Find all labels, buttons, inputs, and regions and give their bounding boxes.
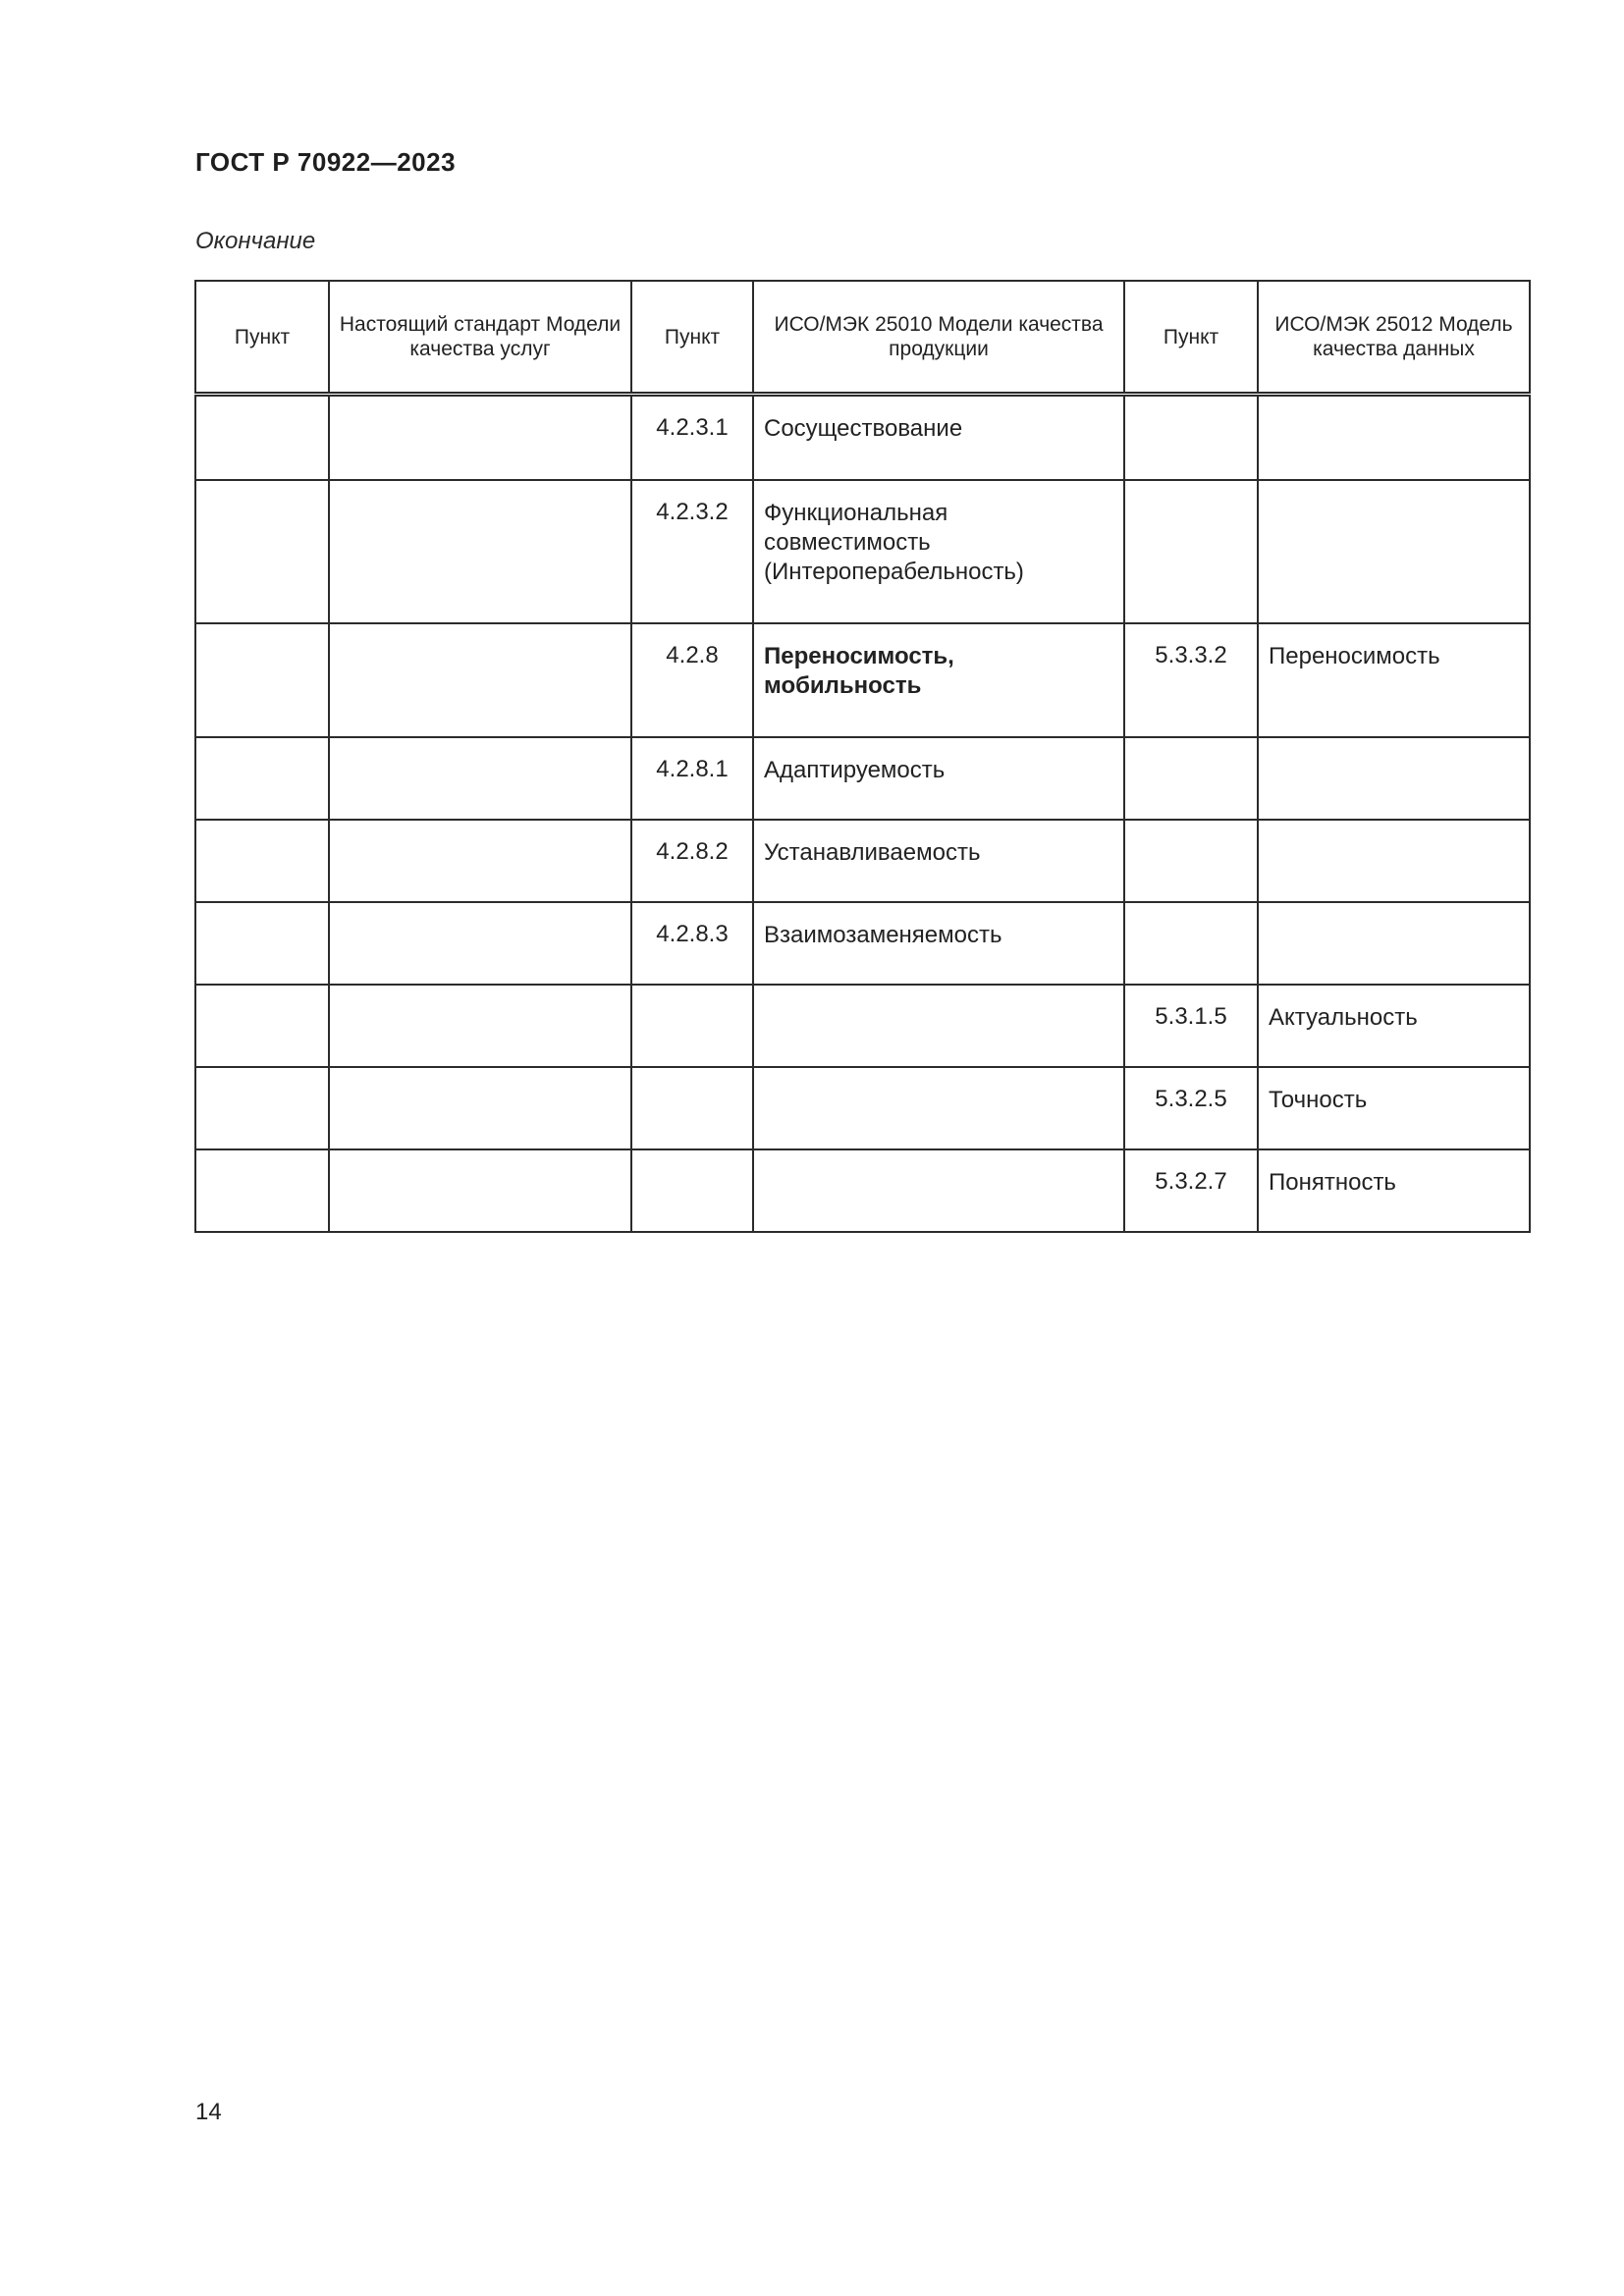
cell-clause xyxy=(195,985,329,1067)
column-header-clause-2: Пункт xyxy=(631,281,753,395)
cell-service-characteristic xyxy=(329,737,631,820)
cell-clause xyxy=(195,623,329,737)
table-row xyxy=(195,902,1530,985)
cell-iso-25012-characteristic: Переносимость xyxy=(1258,623,1530,737)
cell-iso-25010-clause: 4.2.8 xyxy=(631,623,753,737)
cell-iso-25010-clause xyxy=(631,985,753,1067)
cell-iso-25012-characteristic: Актуальность xyxy=(1258,985,1530,1067)
cell-iso-25010-characteristic: Адаптируемость xyxy=(753,737,1124,820)
cell-iso-25010-clause: 4.2.8.1 xyxy=(631,737,753,820)
cell-iso-25010-characteristic xyxy=(753,985,1124,1067)
cell-iso-25012-characteristic xyxy=(1258,902,1530,985)
column-header-clause-3: Пункт xyxy=(1124,281,1258,395)
cell-clause xyxy=(195,1149,329,1232)
cell-iso-25010-characteristic xyxy=(753,1149,1124,1232)
table-continuation-caption: Окончание xyxy=(195,228,316,254)
cell-iso-25010-clause: 4.2.8.2 xyxy=(631,820,753,902)
cell-iso-25012-characteristic xyxy=(1258,395,1530,481)
cell-iso-25012-clause: 5.3.1.5 xyxy=(1124,985,1258,1067)
cell-iso-25012-characteristic: Понятность xyxy=(1258,1149,1530,1232)
cell-iso-25010-clause: 4.2.8.3 xyxy=(631,902,753,985)
cell-service-characteristic xyxy=(329,480,631,623)
cell-iso-25012-clause xyxy=(1124,480,1258,623)
cell-iso-25012-characteristic: Точность xyxy=(1258,1067,1530,1149)
cell-iso-25010-characteristic xyxy=(753,1067,1124,1149)
cell-service-characteristic xyxy=(329,985,631,1067)
cell-clause xyxy=(195,820,329,902)
cell-iso-25012-characteristic xyxy=(1258,737,1530,820)
cell-iso-25010-clause xyxy=(631,1149,753,1232)
table-row xyxy=(195,985,1530,1067)
cell-iso-25012-clause xyxy=(1124,737,1258,820)
cell-iso-25012-characteristic xyxy=(1258,480,1530,623)
cell-service-characteristic xyxy=(329,1149,631,1232)
correspondence-table-container xyxy=(194,280,1529,1233)
cell-iso-25010-characteristic: Устанавливаемость xyxy=(753,820,1124,902)
column-header-clause-1: Пункт xyxy=(195,281,329,395)
cell-iso-25010-clause: 4.2.3.1 xyxy=(631,395,753,481)
table-header-row xyxy=(195,281,1530,395)
cell-clause xyxy=(195,395,329,481)
cell-iso-25010-characteristic: Сосуществование xyxy=(753,395,1124,481)
page-number: 14 xyxy=(195,2099,222,2125)
cell-service-characteristic xyxy=(329,395,631,481)
cell-iso-25012-clause xyxy=(1124,820,1258,902)
cell-iso-25010-clause: 4.2.3.2 xyxy=(631,480,753,623)
cell-iso-25010-characteristic: Переносимость, мобильность xyxy=(753,623,1124,737)
cell-service-characteristic xyxy=(329,820,631,902)
table-row xyxy=(195,737,1530,820)
table-row xyxy=(195,1149,1530,1232)
table-row xyxy=(195,623,1530,737)
cell-clause xyxy=(195,1067,329,1149)
cell-iso-25012-characteristic xyxy=(1258,820,1530,902)
cell-iso-25012-clause: 5.3.3.2 xyxy=(1124,623,1258,737)
cell-iso-25010-characteristic: Функциональная совместимость (Интероперабельность) xyxy=(753,480,1124,623)
cell-service-characteristic xyxy=(329,1067,631,1149)
cell-iso-25010-characteristic: Взаимозаменяемость xyxy=(753,902,1124,985)
cell-iso-25012-clause xyxy=(1124,902,1258,985)
table-row xyxy=(195,395,1530,481)
table-row xyxy=(195,820,1530,902)
table-row xyxy=(195,1067,1530,1149)
table-row xyxy=(195,480,1530,623)
cell-iso-25012-clause xyxy=(1124,395,1258,481)
correspondence-table xyxy=(194,280,1531,1233)
cell-clause xyxy=(195,480,329,623)
cell-clause xyxy=(195,737,329,820)
cell-iso-25012-clause: 5.3.2.7 xyxy=(1124,1149,1258,1232)
cell-service-characteristic xyxy=(329,623,631,737)
column-header-iso-25010: ИСО/МЭК 25010 Модели качества продукции xyxy=(753,281,1124,395)
cell-iso-25010-clause xyxy=(631,1067,753,1149)
column-header-iso-25012: ИСО/МЭК 25012 Модель качества данных xyxy=(1258,281,1530,395)
cell-service-characteristic xyxy=(329,902,631,985)
document-header: ГОСТ Р 70922—2023 xyxy=(195,147,457,177)
cell-clause xyxy=(195,902,329,985)
column-header-service-quality-models: Настоящий стандарт Модели качества услуг xyxy=(329,281,631,395)
cell-iso-25012-clause: 5.3.2.5 xyxy=(1124,1067,1258,1149)
